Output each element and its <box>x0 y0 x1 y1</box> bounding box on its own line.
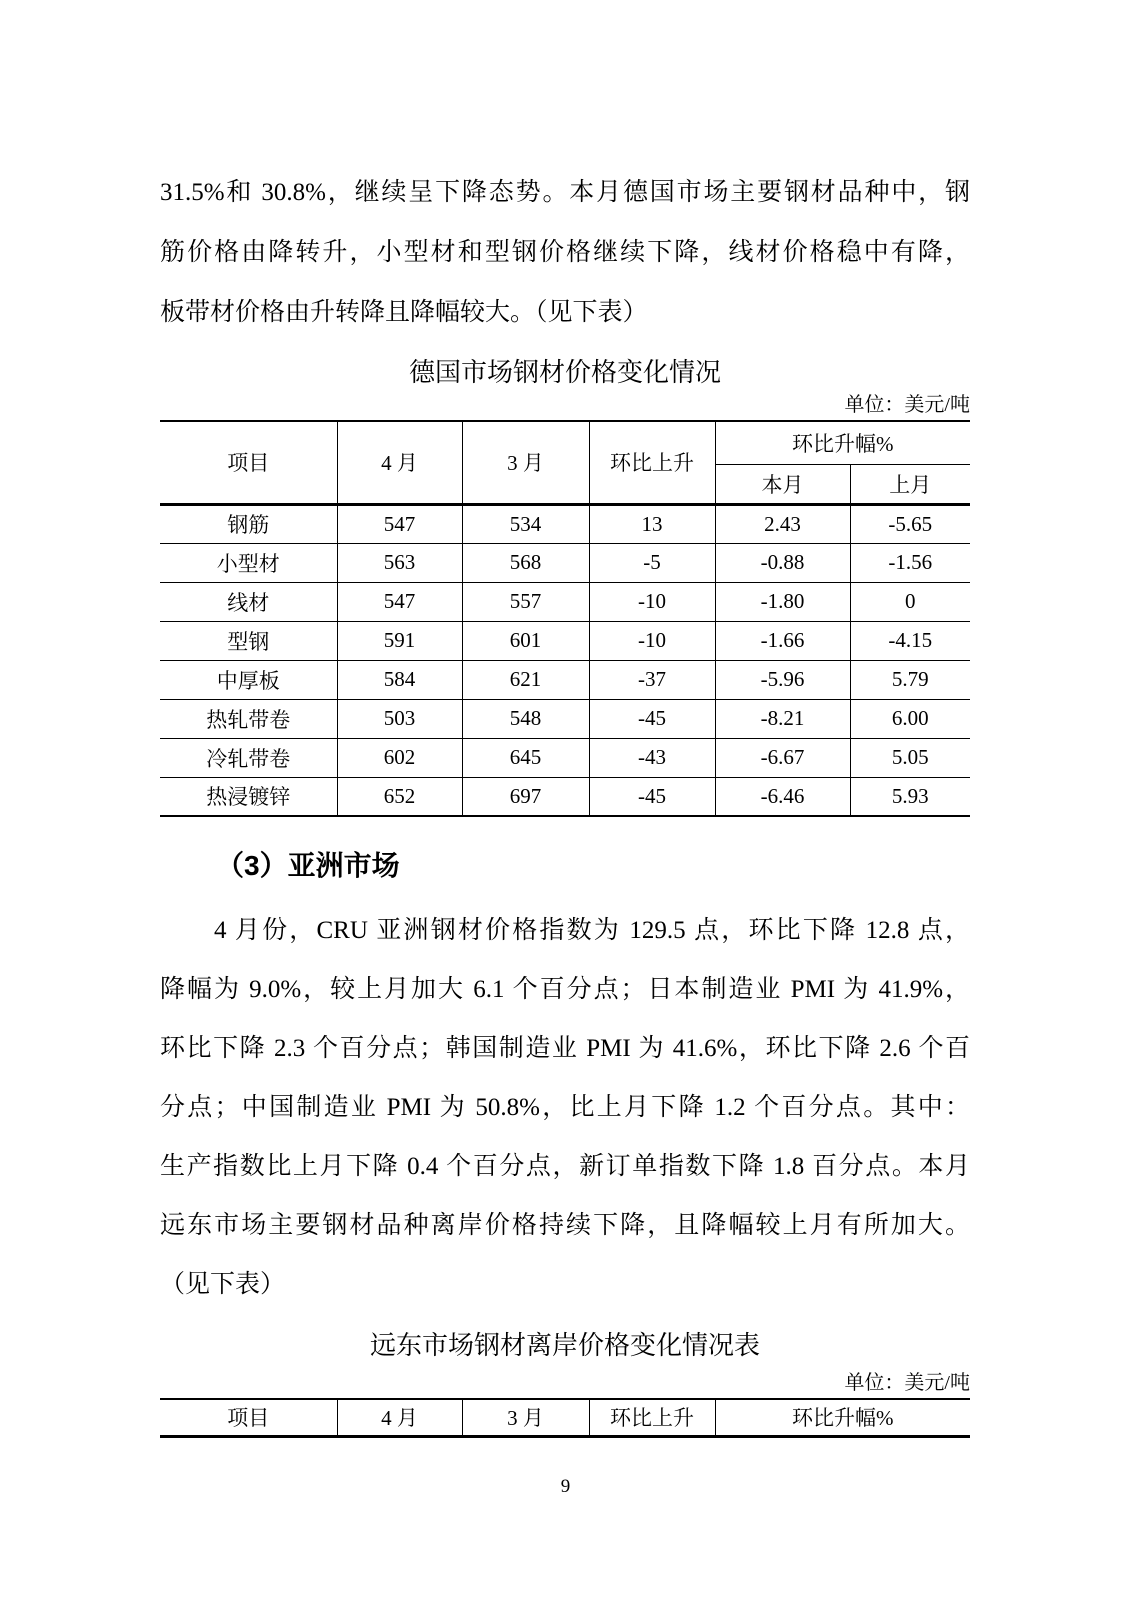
text-line: 环比下降 2.3 个百分点；韩国制造业 PMI 为 41.6%，环比下降 2.6 个百 <box>160 1035 970 1062</box>
col-header-april: 4 月 <box>337 421 462 504</box>
german-steel-price-table <box>160 420 970 817</box>
table-header-row <box>160 421 970 464</box>
paragraph-asia-market <box>160 901 970 1314</box>
table-row <box>160 543 970 582</box>
cell-april: 584 <box>337 660 462 699</box>
cell-this-month: -0.88 <box>715 543 850 582</box>
cell-march: 548 <box>462 699 589 738</box>
cell-april: 602 <box>337 738 462 777</box>
cell-march: 621 <box>462 660 589 699</box>
page-number: 9 <box>560 1476 571 1497</box>
far-east-offshore-price-table <box>160 1398 970 1438</box>
table-row <box>160 777 970 816</box>
section-heading-asia-market: （3）亚洲市场 <box>216 850 400 881</box>
cell-item: 热轧带卷 <box>160 699 337 738</box>
cell-this-month: -1.66 <box>715 621 850 660</box>
text-line: 板带材价格由升转降且降幅较大。（见下表） <box>160 299 648 326</box>
text-line: 分点；中国制造业 PMI 为 50.8%，比上月下降 1.2 个百分点。其中： <box>160 1094 970 1121</box>
cell-last-month: 5.79 <box>850 660 970 699</box>
col-header-last-month: 上月 <box>850 464 970 504</box>
unit-label: 单位：美元/吨 <box>844 1372 970 1394</box>
cell-item: 钢筋 <box>160 504 337 543</box>
cell-this-month: -6.46 <box>715 777 850 816</box>
cell-last-month: 5.05 <box>850 738 970 777</box>
table-title-german-market: 德国市场钢材价格变化情况 <box>408 358 721 387</box>
cell-march: 534 <box>462 504 589 543</box>
col-header-item: 项目 <box>227 1406 270 1431</box>
table-row <box>160 582 970 621</box>
col-header-item: 项目 <box>160 421 337 504</box>
cell-april: 547 <box>337 504 462 543</box>
text-line: 4 月份，CRU 亚洲钢材价格指数为 129.5 点，环比下降 12.8 点， <box>214 917 970 944</box>
table-header-row <box>160 1399 970 1436</box>
col-header-march: 3 月 <box>462 1399 589 1436</box>
table-row <box>160 504 970 543</box>
table-row <box>160 738 970 777</box>
table-row <box>160 621 970 660</box>
col-header-march: 3 月 <box>462 421 589 504</box>
text-line: 降幅为 9.0%，较上月加大 6.1 个百分点；日本制造业 PMI 为 41.9%， <box>160 976 970 1003</box>
cell-this-month: -6.67 <box>715 738 850 777</box>
cell-this-month: -1.80 <box>715 582 850 621</box>
cell-march: 697 <box>462 777 589 816</box>
cell-april: 591 <box>337 621 462 660</box>
cell-april: 547 <box>337 582 462 621</box>
col-header-mom-pct-group: 环比升幅% <box>715 1399 970 1436</box>
cell-change: -10 <box>589 582 715 621</box>
cell-change: -45 <box>589 777 715 816</box>
cell-april: 652 <box>337 777 462 816</box>
cell-change: 13 <box>589 504 715 543</box>
unit-label: 单位：美元/吨 <box>844 394 970 416</box>
col-header-mom-change: 环比上升 <box>589 421 715 504</box>
cell-march: 601 <box>462 621 589 660</box>
col-header-mom-pct-group: 环比升幅% <box>715 421 970 464</box>
col-header-mom-change: 环比上升 <box>589 1399 715 1436</box>
cell-change: -43 <box>589 738 715 777</box>
cell-this-month: -8.21 <box>715 699 850 738</box>
table-title-far-east-market: 远东市场钢材离岸价格变化情况表 <box>369 1331 760 1360</box>
cell-change: -37 <box>589 660 715 699</box>
cell-change: -5 <box>589 543 715 582</box>
cell-last-month: 5.93 <box>850 777 970 816</box>
cell-item: 冷轧带卷 <box>160 738 337 777</box>
cell-march: 557 <box>462 582 589 621</box>
cell-last-month: -5.65 <box>850 504 970 543</box>
cell-march: 645 <box>462 738 589 777</box>
table-row <box>160 660 970 699</box>
table-row <box>160 699 970 738</box>
cell-item: 小型材 <box>160 543 337 582</box>
cell-last-month: -4.15 <box>850 621 970 660</box>
cell-this-month: 2.43 <box>715 504 850 543</box>
cell-change: -10 <box>589 621 715 660</box>
text-line: 筋价格由降转升，小型材和型钢价格继续下降，线材价格稳中有降， <box>160 239 970 266</box>
text-line: 生产指数比上月下降 0.4 个百分点，新订单指数下降 1.8 百分点。本月 <box>160 1153 970 1180</box>
text-line: （见下表） <box>160 1271 286 1298</box>
cell-item: 中厚板 <box>160 660 337 699</box>
cell-last-month: -1.56 <box>850 543 970 582</box>
cell-march: 568 <box>462 543 589 582</box>
cell-april: 563 <box>337 543 462 582</box>
cell-item: 热浸镀锌 <box>160 777 337 816</box>
paragraph-german-market <box>160 163 970 343</box>
cell-item: 型钢 <box>160 621 337 660</box>
cell-change: -45 <box>589 699 715 738</box>
cell-last-month: 0 <box>850 582 970 621</box>
cell-last-month: 6.00 <box>850 699 970 738</box>
cell-april: 503 <box>337 699 462 738</box>
cell-this-month: -5.96 <box>715 660 850 699</box>
col-header-this-month: 本月 <box>715 464 850 504</box>
cell-item: 线材 <box>160 582 337 621</box>
text-line: 31.5%和 30.8%，继续呈下降态势。本月德国市场主要钢材品种中，钢 <box>160 179 970 206</box>
col-header-april: 4 月 <box>337 1399 462 1436</box>
text-line: 远东市场主要钢材品种离岸价格持续下降，且降幅较上月有所加大。 <box>160 1212 970 1239</box>
